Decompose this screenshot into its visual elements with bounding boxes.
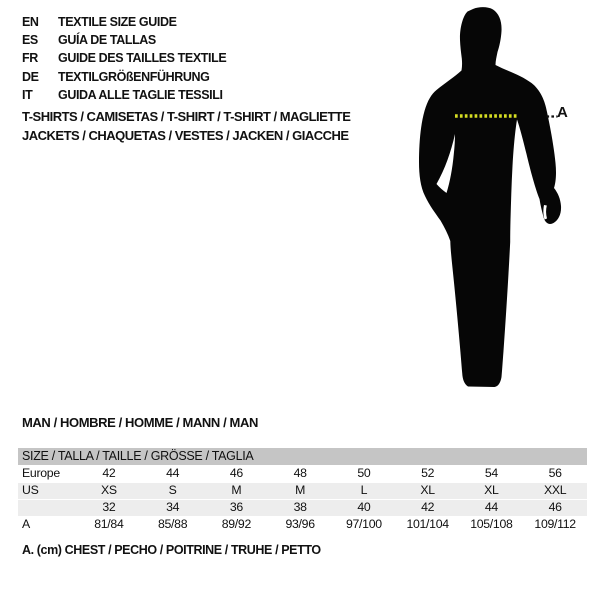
language-list <box>22 13 226 104</box>
size-table-row-label: Europe <box>22 465 60 480</box>
size-table-cell: 54 <box>484 465 498 480</box>
language-code: IT <box>22 87 33 102</box>
size-table-cell: 32 <box>102 499 116 514</box>
size-table-cell: 93/96 <box>285 517 315 532</box>
size-table-cell: 81/84 <box>94 517 124 532</box>
language-title: GUIDA ALLE TAGLIE TESSILI <box>58 87 223 102</box>
language-row <box>22 13 226 31</box>
size-table-row-label <box>18 499 77 516</box>
language-row <box>22 49 226 67</box>
size-table-cell: 36 <box>229 499 243 514</box>
size-table-cell: 50 <box>357 465 371 480</box>
size-table-cell: 48 <box>293 465 307 480</box>
size-table-cell: XS <box>100 482 117 497</box>
language-title: TEXTILE SIZE GUIDE <box>58 15 177 29</box>
language-title: TEXTILGRÖßENFÜHRUNG <box>58 69 210 84</box>
size-table-cell: 52 <box>421 465 435 480</box>
size-table-cell: 44 <box>166 465 180 480</box>
size-table-row <box>18 482 587 499</box>
category-line: JACKETS / CHAQUETAS / VESTES / JACKEN / GIACCHE <box>22 127 349 143</box>
size-table-body <box>18 465 587 534</box>
category-list <box>22 108 350 145</box>
size-table-cell: L <box>360 482 368 497</box>
size-table-header: SIZE / TALLA / TAILLE / GRÖSSE / TAGLIA <box>18 448 587 465</box>
size-table-cell: 44 <box>484 499 498 514</box>
size-table-cell: 101/104 <box>406 517 449 532</box>
measurement-footnote: A. (cm) CHEST / PECHO / POITRINE / TRUHE / PETTO <box>22 543 321 557</box>
size-table-cell: 40 <box>357 499 371 514</box>
language-code: EN <box>22 15 39 29</box>
size-table-cell: XL <box>420 482 435 497</box>
size-table-cell: 34 <box>166 499 180 514</box>
language-title: GUÍA DE TALLAS <box>58 33 156 48</box>
size-table-row-label: A <box>22 517 30 532</box>
language-code: DE <box>22 69 39 84</box>
man-body-shape <box>419 7 561 387</box>
size-table-cell: M <box>295 482 306 497</box>
section-title: MAN / HOMBRE / HOMME / MANN / MAN <box>22 415 258 430</box>
size-table-cell: 85/88 <box>157 517 188 532</box>
size-table-cell: 97/100 <box>345 517 382 532</box>
size-table <box>18 448 587 533</box>
size-table-row-label: US <box>22 482 39 497</box>
language-title: GUIDE DES TAILLES TEXTILE <box>58 51 227 66</box>
size-table-cell: XXL <box>543 482 567 497</box>
size-table-cell: 46 <box>548 499 562 514</box>
size-table-cell: 42 <box>421 499 435 514</box>
language-code: FR <box>22 51 38 66</box>
size-table-cell: S <box>168 482 177 497</box>
size-table-row <box>18 516 587 533</box>
language-code: ES <box>22 33 38 48</box>
size-table-row <box>18 465 587 482</box>
size-table-cell: 109/112 <box>534 517 576 532</box>
size-table-cell: 46 <box>229 465 243 480</box>
size-table-cell: 42 <box>102 465 116 480</box>
man-silhouette <box>418 6 588 392</box>
size-table-row <box>18 499 587 516</box>
measurement-a-label: A <box>557 104 568 121</box>
size-table-cell: XL <box>484 482 499 497</box>
category-line: T-SHIRTS / CAMISETAS / T-SHIRT / T-SHIRT / MAGLIETTE <box>22 109 351 124</box>
language-row <box>22 68 226 86</box>
size-table-cell: 56 <box>548 465 562 480</box>
size-table-cell: M <box>231 482 242 497</box>
language-row <box>22 31 226 49</box>
size-table-cell: 105/108 <box>470 517 513 532</box>
language-row <box>22 86 226 104</box>
size-table-cell: 89/92 <box>221 517 252 532</box>
man-silhouette-graphic <box>418 6 588 392</box>
size-table-cell: 38 <box>293 499 307 514</box>
